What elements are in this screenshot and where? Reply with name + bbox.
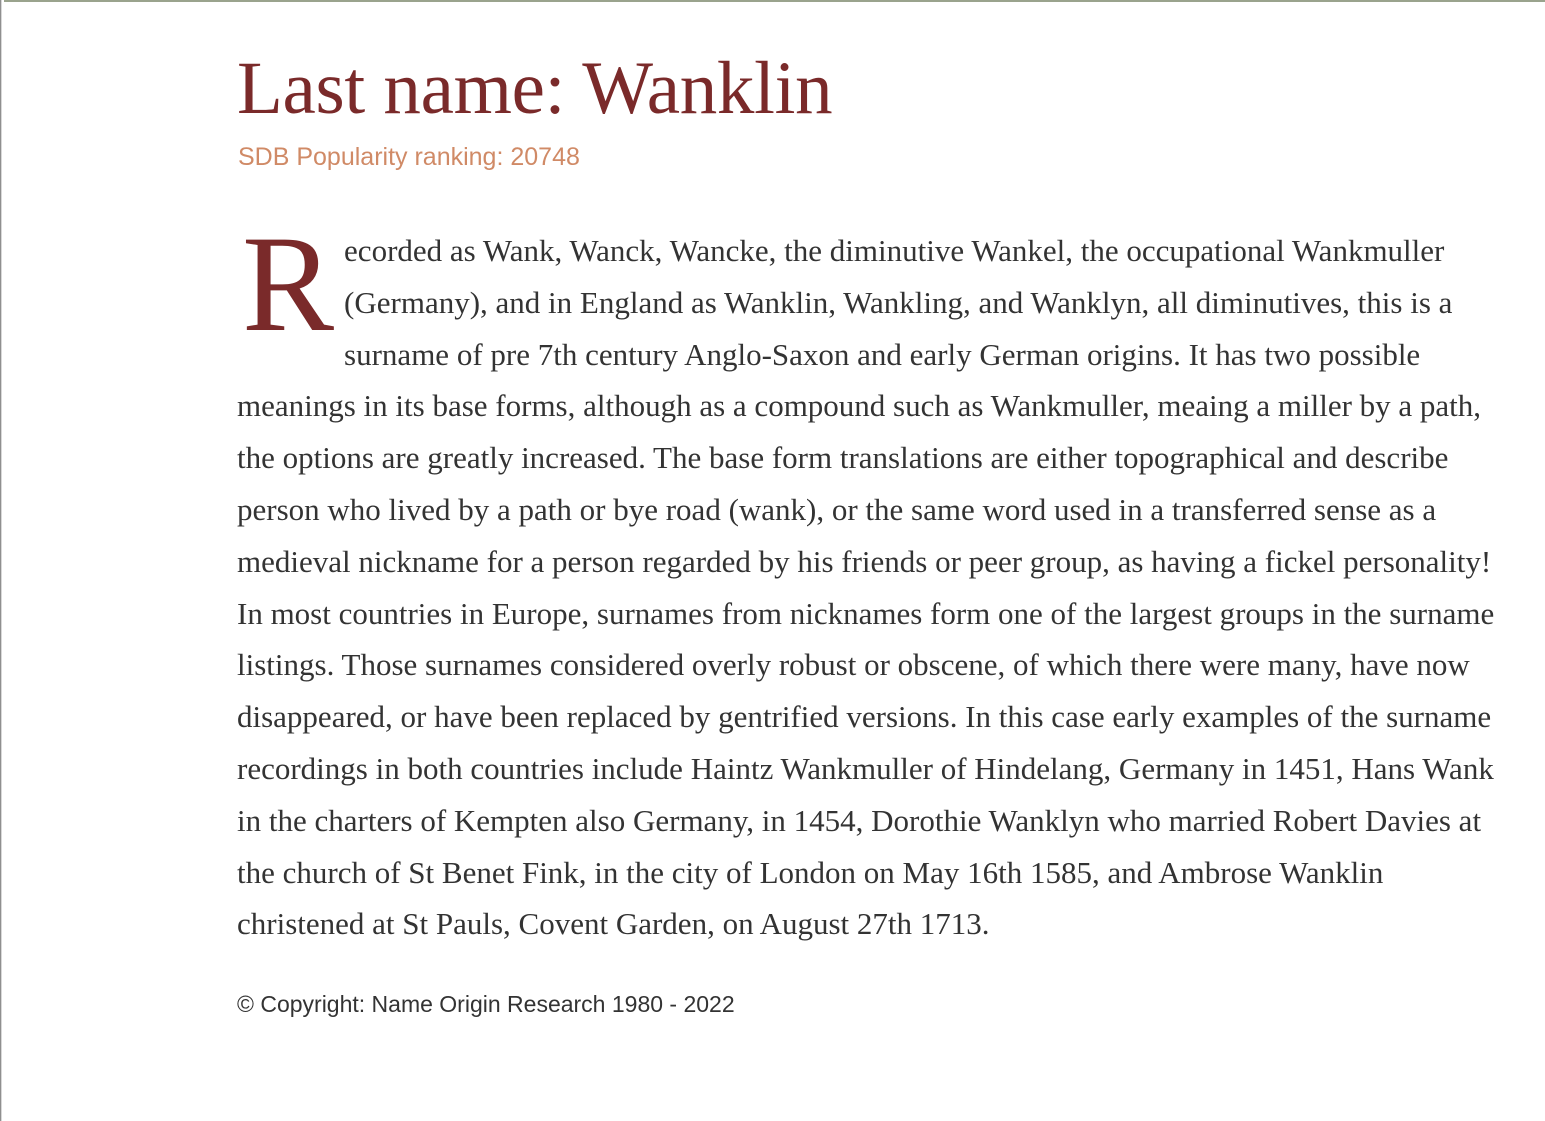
- left-border: [0, 0, 4, 1121]
- page-title: Last name: Wanklin: [237, 47, 833, 130]
- surname-article-page: [237, 44, 1497, 1018]
- article-text: ecorded as Wank, Wanck, Wancke, the diminutive Wankel, the occupational Wankmuller (Germany), and in England as Wanklin, Wankling, and Wanklyn, all diminutives, this is a surname of pre 7th century Anglo-Saxon and early German origins. It has two possible meanings in its base forms, although as a compound such as Wankmuller, meaing a miller by a path, the options are greatly increased. The base form translations are either topographical and describe person who lived by a path or bye road (wank), or the same word used in a transferred sense as a medieval nickname for a person regarded by his friends or peer group, as having a fickel personality! In most countries in Europe, surnames from nicknames form one of the largest groups in the surname listings. Those surnames considered overly robust or obscene, of which there were many, have now disappeared, or have been replaced by gentrified versions. In this case early examples of the surname recordings in both countries include Haintz Wankmuller of Hindelang, Germany in 1451, Hans Wank in the charters of Kempten also Germany, in 1454, Dorothie Wanklyn who married Robert Davies at the church of St Benet Fink, in the city of London on May 16th 1585, and Ambrose Wanklin christened at St Pauls, Covent Garden, on August 27th 1713.: [237, 233, 1495, 942]
- copyright-notice: © Copyright: Name Origin Research 1980 - 2022: [237, 991, 735, 1018]
- article-body: [237, 207, 1497, 950]
- popularity-ranking: SDB Popularity ranking: 20748: [238, 143, 580, 171]
- top-border: [0, 0, 1545, 2]
- drop-cap: R: [242, 207, 335, 360]
